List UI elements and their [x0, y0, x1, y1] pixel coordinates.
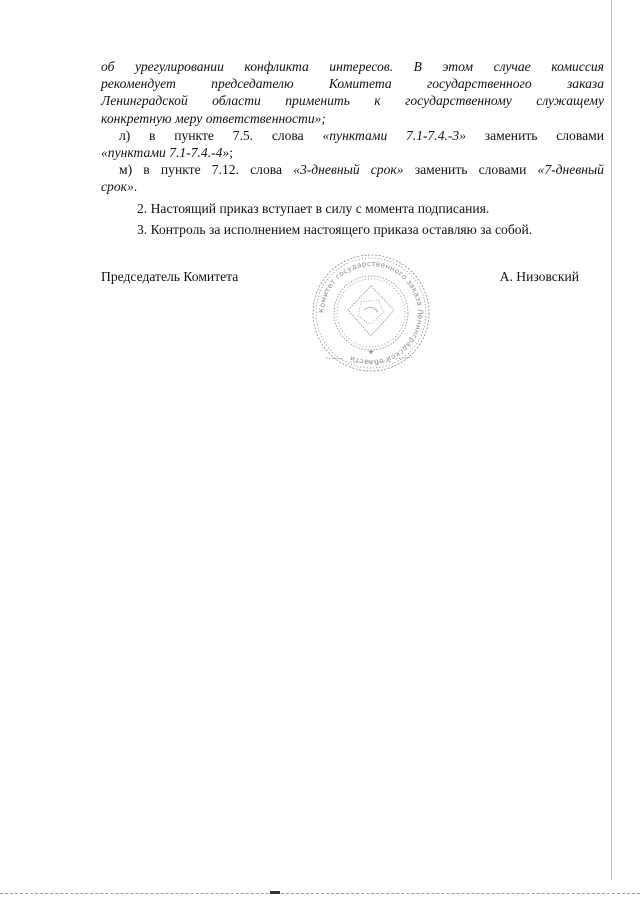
item-m-suffix: . [133, 179, 138, 195]
document-body [101, 58, 604, 238]
seal-star-icon: ★ [367, 348, 375, 356]
item-l-line1 [101, 127, 604, 144]
item-m-line2 [101, 178, 604, 195]
item-l-middle: заменить словами [466, 127, 605, 143]
item-l-new-text: «пунктами 7.1-7.4.-4» [101, 145, 230, 161]
item-m-prefix: м) в пункте 7.12. слова [119, 162, 294, 178]
paragraph-line: рекомендует председателю Комитета государственного заказа [101, 76, 604, 92]
item-l-prefix: л) в пункте 7.5. слова [119, 127, 323, 143]
paragraph-line: об урегулировании конфликта интересов. В этом случае комиссия [101, 59, 604, 74]
page-edge-line [611, 0, 612, 880]
paragraph-line: Ленинградской области применить к государственному служащему [101, 93, 604, 109]
item-m-line1 [101, 161, 604, 178]
signatory-title: Председатель Комитета [101, 269, 239, 284]
paragraph-line: конкретную меру ответственности»; [101, 110, 326, 126]
item-m-new-text-part2: срок» [101, 179, 134, 195]
seal-ring-text: Комитет государственного заказа Ленинградской области [316, 258, 426, 368]
page-bottom-line [0, 893, 640, 894]
item-m-new-text-part1: «7-дневный [537, 162, 604, 178]
scan-artifact [270, 891, 280, 894]
item-m-middle: заменить словами [403, 162, 538, 178]
item-l-old-text: «пунктами 7.1-7.4.-3» [322, 127, 467, 143]
signatory-name: А. Низовский [499, 269, 579, 284]
clause-3: 3. Контроль за исполнением настоящего приказа оставляю за собой. [137, 221, 533, 237]
official-seal [306, 250, 436, 376]
clause-2: 2. Настоящий приказ вступает в силу с момента подписания. [137, 200, 490, 216]
item-l-line2 [101, 144, 604, 161]
item-m-old-text: «3-дневный срок» [293, 162, 404, 178]
item-l-suffix: ; [229, 145, 234, 161]
